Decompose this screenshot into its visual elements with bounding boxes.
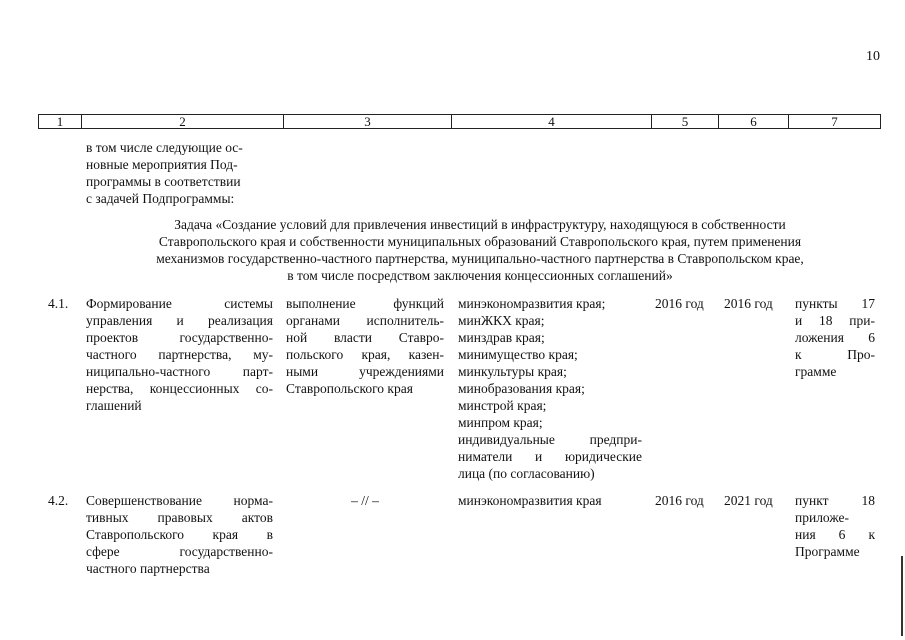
- page-number: 10: [866, 49, 880, 64]
- measure-name: Совершенствование норма- тивных правовых актов Ставропольского края в сфере государственно- частного партнерства: [86, 493, 273, 576]
- start-year: 2016 год: [655, 493, 704, 508]
- intro-line: новные мероприятия Под-: [86, 157, 238, 172]
- header-col-6: 6: [719, 115, 789, 128]
- header-col-1: 1: [39, 115, 82, 128]
- header-col-7: 7: [831, 114, 838, 129]
- executor: выполнение функций органами исполнитель- ной власти Ставро- польского края, казен- ными учреждениями Ставропольского края: [286, 296, 444, 396]
- end-year: 2021 год: [724, 493, 773, 508]
- header-col-3: 3: [284, 115, 452, 128]
- scan-edge-line: [901, 556, 903, 636]
- responsible: минэкономразвития края; минЖКХ края; минздрав края; минимущество края; минкультуры края; минобразования края; минстрой края; минпром края; индивидуальные предпри- ниматели и юридические лица (по согласованию): [458, 296, 642, 481]
- intro-line: с задачей Подпрограммы:: [86, 191, 235, 206]
- header-col-4: 4: [452, 115, 652, 128]
- executor: – // –: [351, 493, 379, 508]
- table-header-row: [38, 114, 881, 129]
- header-col-2: 2: [82, 115, 284, 128]
- intro-line: в том числе следующие ос-: [86, 140, 243, 155]
- responsible: минэкономразвития края: [458, 493, 602, 508]
- row-number: 4.1.: [48, 296, 69, 311]
- task-heading: [100, 216, 860, 284]
- header-col-5: 5: [652, 115, 719, 128]
- task-line: механизмов государственно-частного партнерства, муниципально-частного партнерства в Ставропольском крае,: [156, 251, 804, 266]
- task-line: Ставропольского края и собственности муниципальных образований Ставропольского края, путем применения: [158, 234, 802, 249]
- row-number: 4.2.: [48, 493, 69, 508]
- task-line: в том числе посредством заключения концессионных соглашений»: [287, 268, 673, 283]
- intro-text: [86, 139, 274, 207]
- measure-name: Формирование системы управления и реализация проектов государственно- частного партнерства, му- ниципально-частного парт- нерства, концессионных со- глашений: [86, 296, 273, 413]
- reference: пункты 17 и 18 при- ложения 6 к Про- грамме: [795, 296, 875, 379]
- reference: пункт 18 приложе- ния 6 к Программе: [795, 493, 875, 559]
- task-line: Задача «Создание условий для привлечения инвестиций в инфраструктуру, находящуюся в собственности: [174, 217, 786, 232]
- end-year: 2016 год: [724, 296, 773, 311]
- intro-line: программы в соответствии: [86, 174, 241, 189]
- start-year: 2016 год: [655, 296, 704, 311]
